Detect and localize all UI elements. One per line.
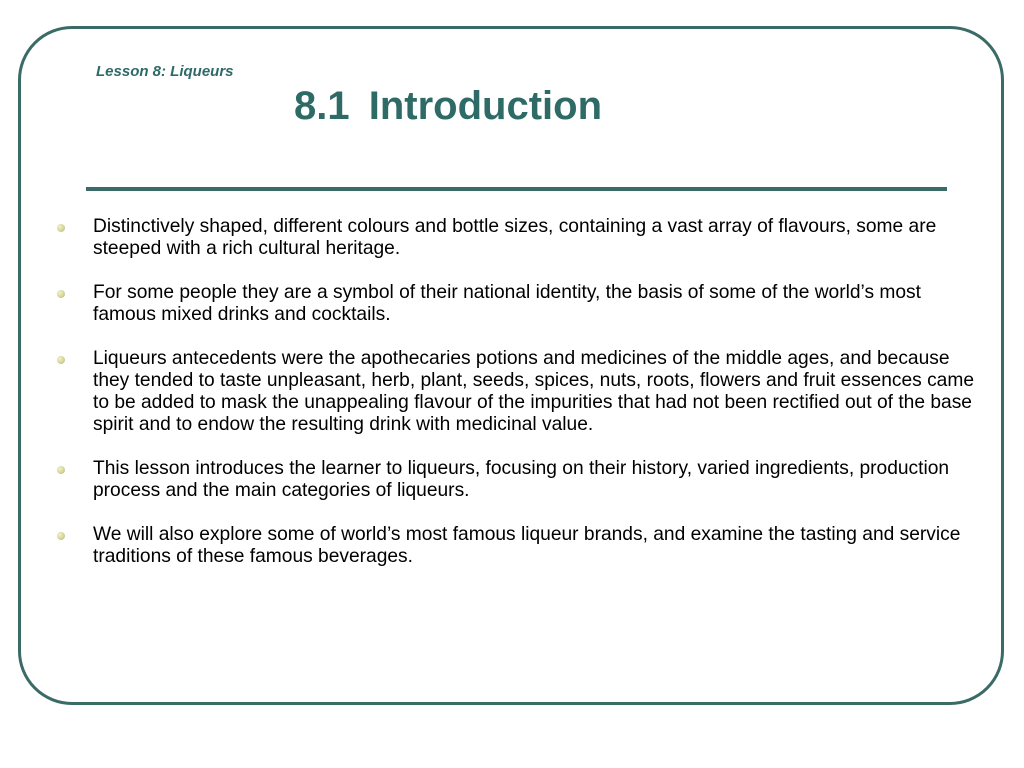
title-divider (86, 187, 947, 191)
bullet-text: This lesson introduces the learner to liqueurs, focusing on their history, varied ingredients, production process and the main categories of liqueurs. (93, 458, 950, 501)
bullet-dot-icon (57, 532, 65, 540)
bullet-item (57, 282, 977, 326)
bullet-dot-icon (57, 224, 65, 232)
lesson-label: Lesson 8: Liqueurs (96, 63, 234, 80)
bullet-item (57, 458, 977, 502)
bullet-list (57, 216, 977, 590)
bullet-dot-icon (57, 466, 65, 474)
bullet-dot-icon (57, 356, 65, 364)
bullet-text: Distinctively shaped, different colours and bottle sizes, containing a vast array of flavours, some are steeped with a rich cultural heritage. (93, 216, 937, 259)
bullet-dot-icon (57, 290, 65, 298)
bullet-item (57, 348, 977, 436)
bullet-item (57, 216, 977, 260)
bullet-text: We will also explore some of world’s most famous liqueur brands, and examine the tasting and service traditions of these famous beverages. (93, 524, 961, 567)
bullet-text: For some people they are a symbol of their national identity, the basis of some of the world’s most famous mixed drinks and cocktails. (93, 282, 921, 325)
bullet-item (57, 524, 977, 568)
bullet-text: Liqueurs antecedents were the apothecaries potions and medicines of the middle ages, and because they tended to taste unpleasant, herb, plant, seeds, spices, nuts, roots, flowers and fruit essences came to be added to mask the unappealing flavour of the impurities that had not been rectified out of the base spirit and to endow the resulting drink with medicinal value. (93, 348, 974, 435)
slide-title: 8.1 Introduction (294, 84, 602, 128)
